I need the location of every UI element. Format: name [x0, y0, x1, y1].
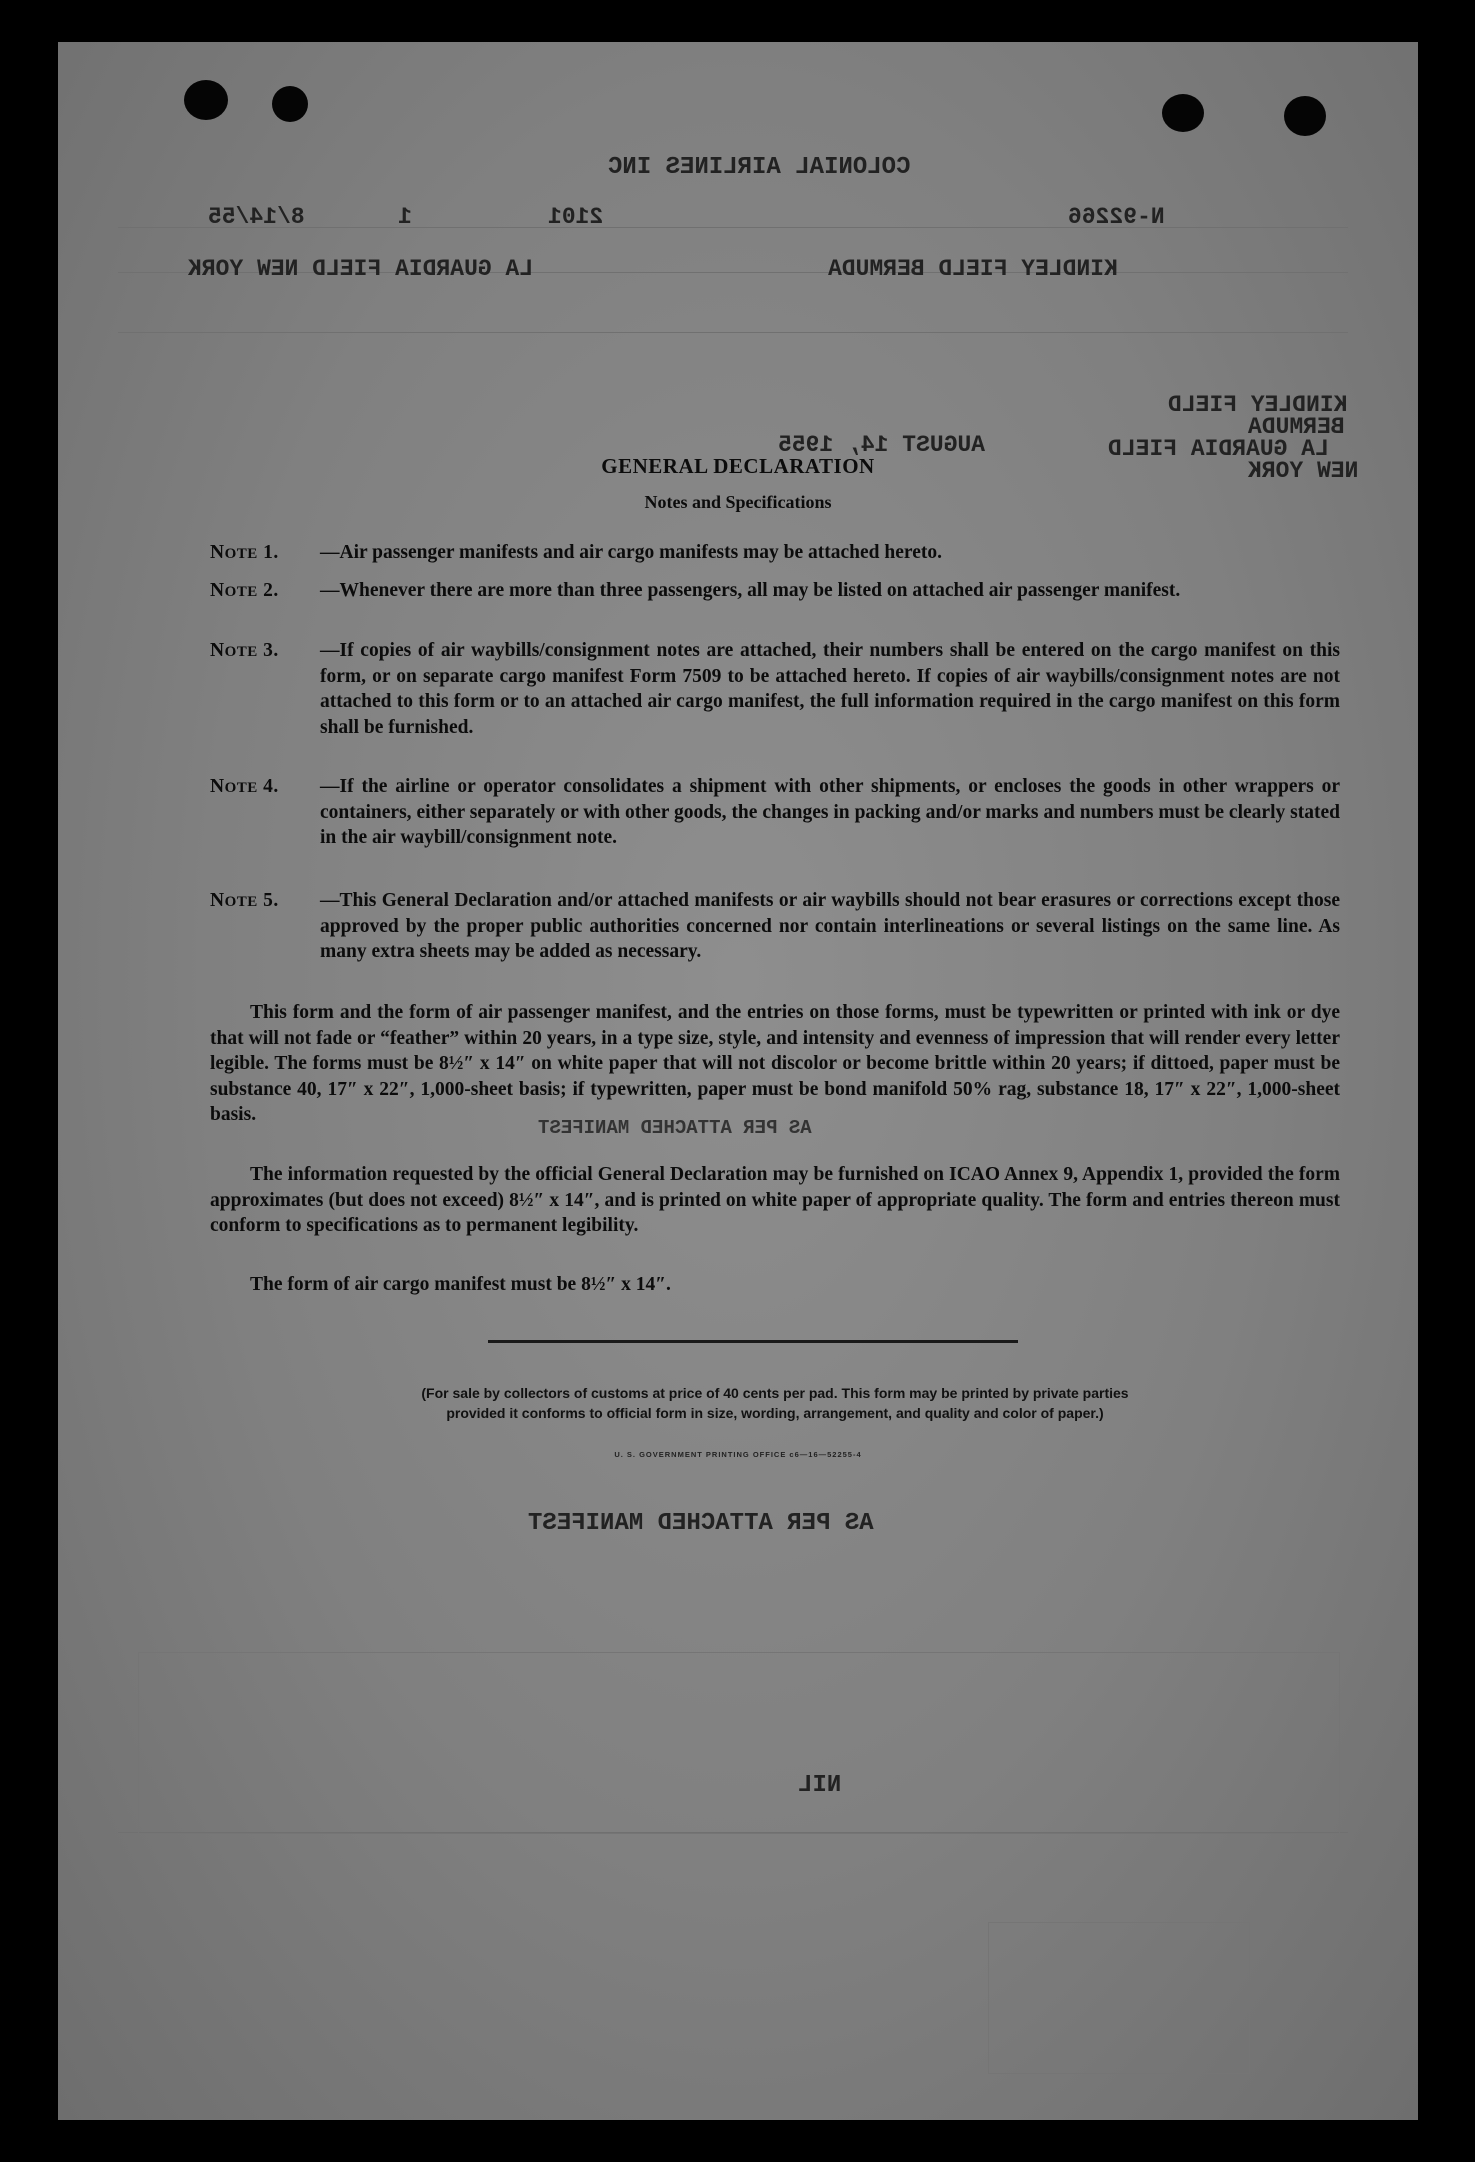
paragraph-form-requirements: This form and the form of air passenger manifest, and the entries on those forms, must be typewritten or printed with ink or dye that will not fade or “feather” within 20 years, in a type size, style, and intensity and evenness of impression that will render every letter legible. The forms must be 8½″ x 14″ on white paper that will not discolor or become brittle within 20 years; if dittoed, paper must be substance 40, 17″ x 22″, 1,000-sheet basis; if typewritten, paper must be bond manifold 50% rag, substance 18, 17″ x 22″, 1,000-sheet basis.: [210, 1002, 1340, 1125]
typed-place-3: LA GUARDIA FIELD: [1108, 436, 1329, 462]
typed-num: 1: [398, 204, 412, 230]
sale-notice-line-1: (For sale by collectors of customs at price of 40 cents per pad. This form may be printed by private parties: [421, 1385, 1129, 1401]
typed-nil: NIL: [798, 1772, 842, 1799]
note-4-text: —If the airline or operator consolidates a shipment with other shipments, or encloses the goods in other wrappers or containers, either separately or with other goods, the changes in packing and/or marks and numbers must be clearly stated in the air waybill/consignment note.: [320, 776, 1340, 848]
sale-notice-line-2: provided it conforms to official form in size, wording, arrangement, and quality and color of paper.): [446, 1405, 1104, 1421]
page-title: GENERAL DECLARATION: [601, 454, 875, 478]
note-5: NOTE 5. —This General Declaration and/or attached manifests or air waybills should not bear erasures or corrections except those approved by the proper public authorities concerned nor contain interlineations or several listings on the same line. As many extra sheets may be added as necessary.: [210, 888, 1340, 965]
typed-place-2: BERMUDA: [1248, 414, 1345, 440]
ghost-cargo-table: [138, 1652, 1340, 1834]
paragraph-icao: The information requested by the official General Declaration may be furnished on ICAO Annex 9, Appendix 1, provided the form approximates (but does not exceed) 8½″ x 14″, and is printed on white paper of appropriate quality. The form and entries thereon must conform to specifications as to permanent legibility.: [210, 1164, 1340, 1236]
typed-date: 8/14/55: [208, 204, 305, 230]
typed-as-per-2: AS PER ATTACHED MANIFEST: [528, 1510, 874, 1537]
ghost-signature-box: [988, 1922, 1250, 2074]
typed-airline: COLONIAL AIRLINES INC: [608, 154, 911, 181]
note-3: NOTE 3. —If copies of air waybills/consignment notes are attached, their numbers shall be entered on the cargo manifest on this form, or on separate cargo manifest Form 7509 to be attached hereto. If copies of air waybills/consignment notes are not attached to this form or to an attached air cargo manifest, the full information required in the cargo manifest on this form shall be furnished.: [210, 638, 1340, 740]
typed-as-per-1: AS PER ATTACHED MANIFEST: [538, 1117, 812, 1139]
note-1-text: —Air passenger manifests and air cargo manifests may be attached hereto.: [320, 542, 942, 563]
note-1: NOTE 1. —Air passenger manifests and air cargo manifests may be attached hereto.: [210, 540, 1340, 566]
note-3-text: —If copies of air waybills/consignment notes are attached, their numbers shall be entered on the cargo manifest on this form, or on separate cargo manifest Form 7509 to be attached hereto. If copies of air waybills/consignment notes are not attached to this form or to an attached air cargo manifest, the full information required in the cargo manifest on this form shall be furnished.: [320, 640, 1340, 738]
typed-place-1: KINDLEY FIELD: [1168, 392, 1348, 418]
note-4: NOTE 4. —If the airline or operator consolidates a shipment with other shipments, or encloses the goods in other wrappers or containers, either separately or with other goods, the changes in packing and/or marks and numbers must be clearly stated in the air waybill/consignment note.: [210, 774, 1340, 851]
gpo-imprint: U. S. GOVERNMENT PRINTING OFFICE c6—16—52255-4: [614, 1450, 862, 1459]
punch-hole: [1162, 94, 1204, 132]
paragraph-cargo-manifest: The form of air cargo manifest must be 8½″ x 14″.: [250, 1274, 671, 1295]
divider-rule: [488, 1340, 1018, 1343]
typed-flight: 2101: [548, 204, 604, 230]
document-page: [58, 42, 1418, 2120]
note-2: NOTE 2. —Whenever there are more than three passengers, all may be listed on attached air passenger manifest.: [210, 578, 1340, 604]
typed-stamp-date: AUGUST 14, 1955: [778, 432, 986, 458]
page-subtitle: Notes and Specifications: [644, 492, 832, 512]
typed-place-4: NEW YORK: [1248, 458, 1359, 484]
note-5-text: —This General Declaration and/or attached manifests or air waybills should not bear erasures or corrections except those approved by the proper public authorities concerned nor contain interlineations or several listings on the same line. As many extra sheets may be added as necessary.: [320, 890, 1340, 962]
punch-hole: [272, 86, 308, 122]
typed-route-to: LA GUARDIA FIELD NEW YORK: [188, 256, 534, 282]
punch-hole: [1284, 96, 1326, 136]
note-2-text: —Whenever there are more than three passengers, all may be listed on attached air passenger manifest.: [320, 580, 1181, 601]
typed-route-from: KINDLEY FIELD BERMUDA: [828, 256, 1118, 282]
punch-hole: [184, 80, 228, 120]
typed-registration: N-92266: [1068, 204, 1165, 230]
